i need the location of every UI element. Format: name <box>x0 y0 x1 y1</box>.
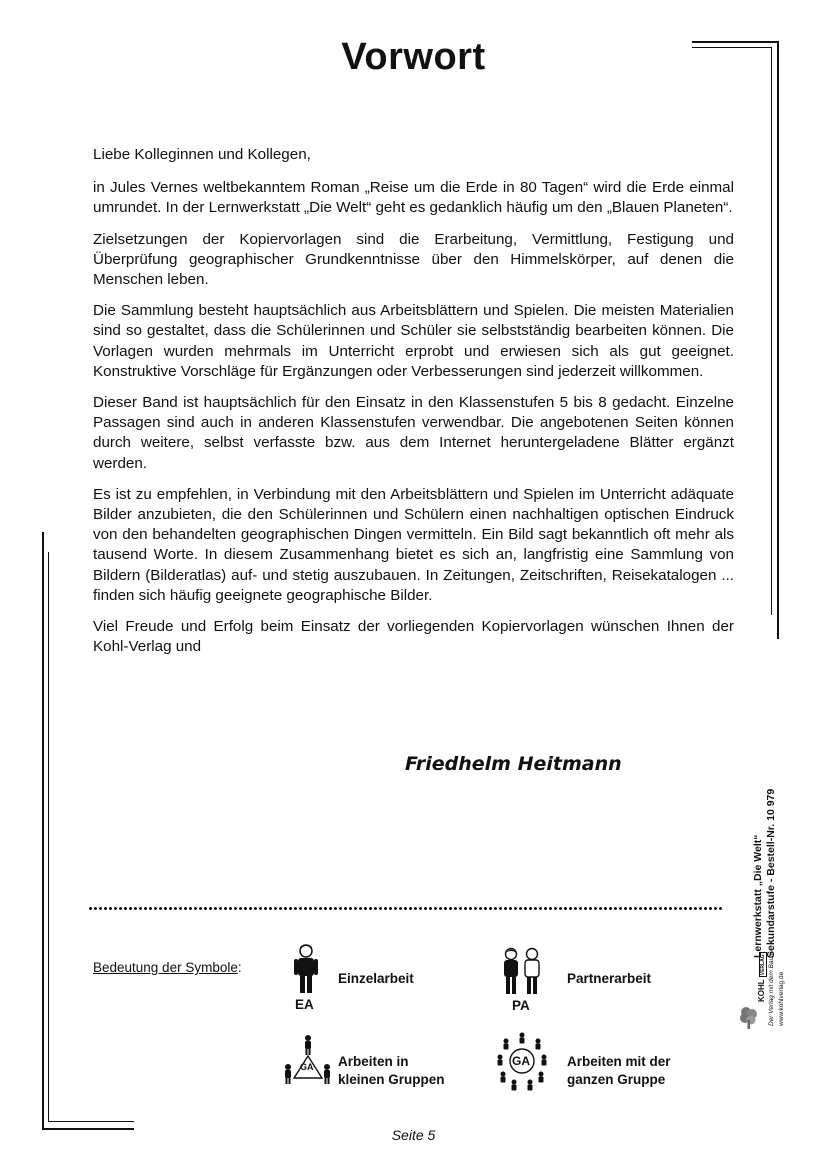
paragraph-4: Dieser Band ist hauptsächlich für den Einsatz in den Klassenstufen 5 bis 8 gedacht. Einzelne Passagen sind auch in anderen Klassenstufen verwendbar. Die angebotenen Seiten können durch weitere, selbst verfasste bzw. aus dem Internet heruntergeladene Blätter ergänzt werden. <box>93 394 734 472</box>
legend-title-text: Bedeutung der Symbole <box>93 960 238 975</box>
dotted-separator <box>88 906 724 911</box>
pa-abbr: PA <box>512 998 530 1013</box>
sidebar-line-2: Sekundarstufe - Bestell-Nr. 10 979 <box>765 788 777 958</box>
ga-small-label-line1: Arbeiten in <box>338 1054 409 1069</box>
signature: Friedhelm Heitmann <box>405 753 622 775</box>
paragraph-1: in Jules Vernes weltbekanntem Roman „Reise um die Erde in 80 Tagen“ wird die Erde einmal umrundet. In der Lernwerkstatt „Die Welt“ geht es gedanklich häufig um den „Blauen Planeten“. <box>93 179 734 217</box>
single-person-icon <box>290 943 322 995</box>
page-title: Vorwort <box>341 36 486 78</box>
paragraph-3: Die Sammlung besteht hauptsächlich aus Arbeitsblättern und Spielen. Die meisten Materialien sind so gestaltet, dass die Schülerinnen und Schüler sie selbstständig bearbeiten können. Die Vorlagen wurden mehrmals im Unterricht erprobt und erwiesen sich als gut geeignet. Konstruktive Vorschläge für Ergänzungen oder Verbesserungen sind jederzeit willkommen. <box>93 302 734 380</box>
frame-bottom-left-inner-h <box>48 1121 134 1122</box>
paragraph-5: Es ist zu empfehlen, in Verbindung mit den Arbeitsblättern und Spielen im Unterricht adäquate Bilder anzubieten, die den Schülerinnen und Schülern einen nachhaltigen optischen Eindruck von den behandelten geographischen Dingen vermitteln. Ein Bild sagt bekanntlich oft mehr als tausend Worte. In diesem Zusammenhang bietet es sich an, langfristig eine Sammlung von Bildern (Bilderatlas) auf- und stetig auszubauen. In Zeitungen, Zeitschriften, Reisekatalogen ... finden sich häufig geeignete geographische Bilder. <box>93 485 734 604</box>
small-group-icon <box>283 1034 333 1086</box>
publisher-badge: VERLAG <box>760 954 766 976</box>
pa-label: Partnerarbeit <box>567 971 652 986</box>
ga-small-abbr: GA <box>300 1062 314 1072</box>
partner-pair-icon <box>500 946 544 996</box>
legend-title-colon: : <box>237 960 242 975</box>
legend-title <box>93 960 242 975</box>
frame-top-right-outer-v <box>777 41 779 639</box>
publisher-website: www.kohlverlag.de <box>778 971 785 1026</box>
sidebar-line-1: Lernwerkstatt „Die Welt“ <box>752 834 764 958</box>
ga-small-label-line2: kleinen Gruppen <box>338 1072 445 1087</box>
greeting: Liebe Kolleginnen und Kollegen, <box>93 146 311 163</box>
tree-logo-icon <box>738 1004 760 1030</box>
frame-top-right-inner-v <box>771 47 772 615</box>
frame-top-right-inner-h <box>692 47 772 48</box>
ga-small-label <box>338 1053 445 1089</box>
frame-bottom-left-outer-v <box>42 532 44 1130</box>
frame-bottom-left-inner-v <box>48 552 49 1122</box>
paragraph-2: Zielsetzungen der Kopiervorlagen sind die Erarbeitung, Vermittlung, Festigung und Überprüfung geographischer Grundkenntnisse über den Himmelskörper, auf denen die Menschen leben. <box>93 230 734 289</box>
page-number: Seite 5 <box>391 1127 436 1143</box>
preface-body <box>93 145 734 668</box>
ga-whole-label <box>567 1053 671 1089</box>
publisher-name-text: KOHL <box>757 979 766 1002</box>
publisher-slogan: Der Verlag mit dem Baum <box>768 951 775 1026</box>
ga-whole-abbr: GA <box>512 1054 530 1068</box>
ga-whole-label-line2: ganzen Gruppe <box>567 1072 666 1087</box>
ga-whole-label-line1: Arbeiten mit der <box>567 1054 671 1069</box>
ea-label: Einzelarbeit <box>338 971 414 986</box>
paragraph-6: Viel Freude und Erfolg beim Einsatz der vorliegenden Kopiervorlagen wünschen Ihnen der Kohl-Verlag und <box>93 618 734 656</box>
sidebar-product-info <box>752 658 778 958</box>
ea-abbr: EA <box>295 997 314 1012</box>
publisher-name <box>757 952 766 1002</box>
frame-top-right-outer-h <box>692 41 779 43</box>
